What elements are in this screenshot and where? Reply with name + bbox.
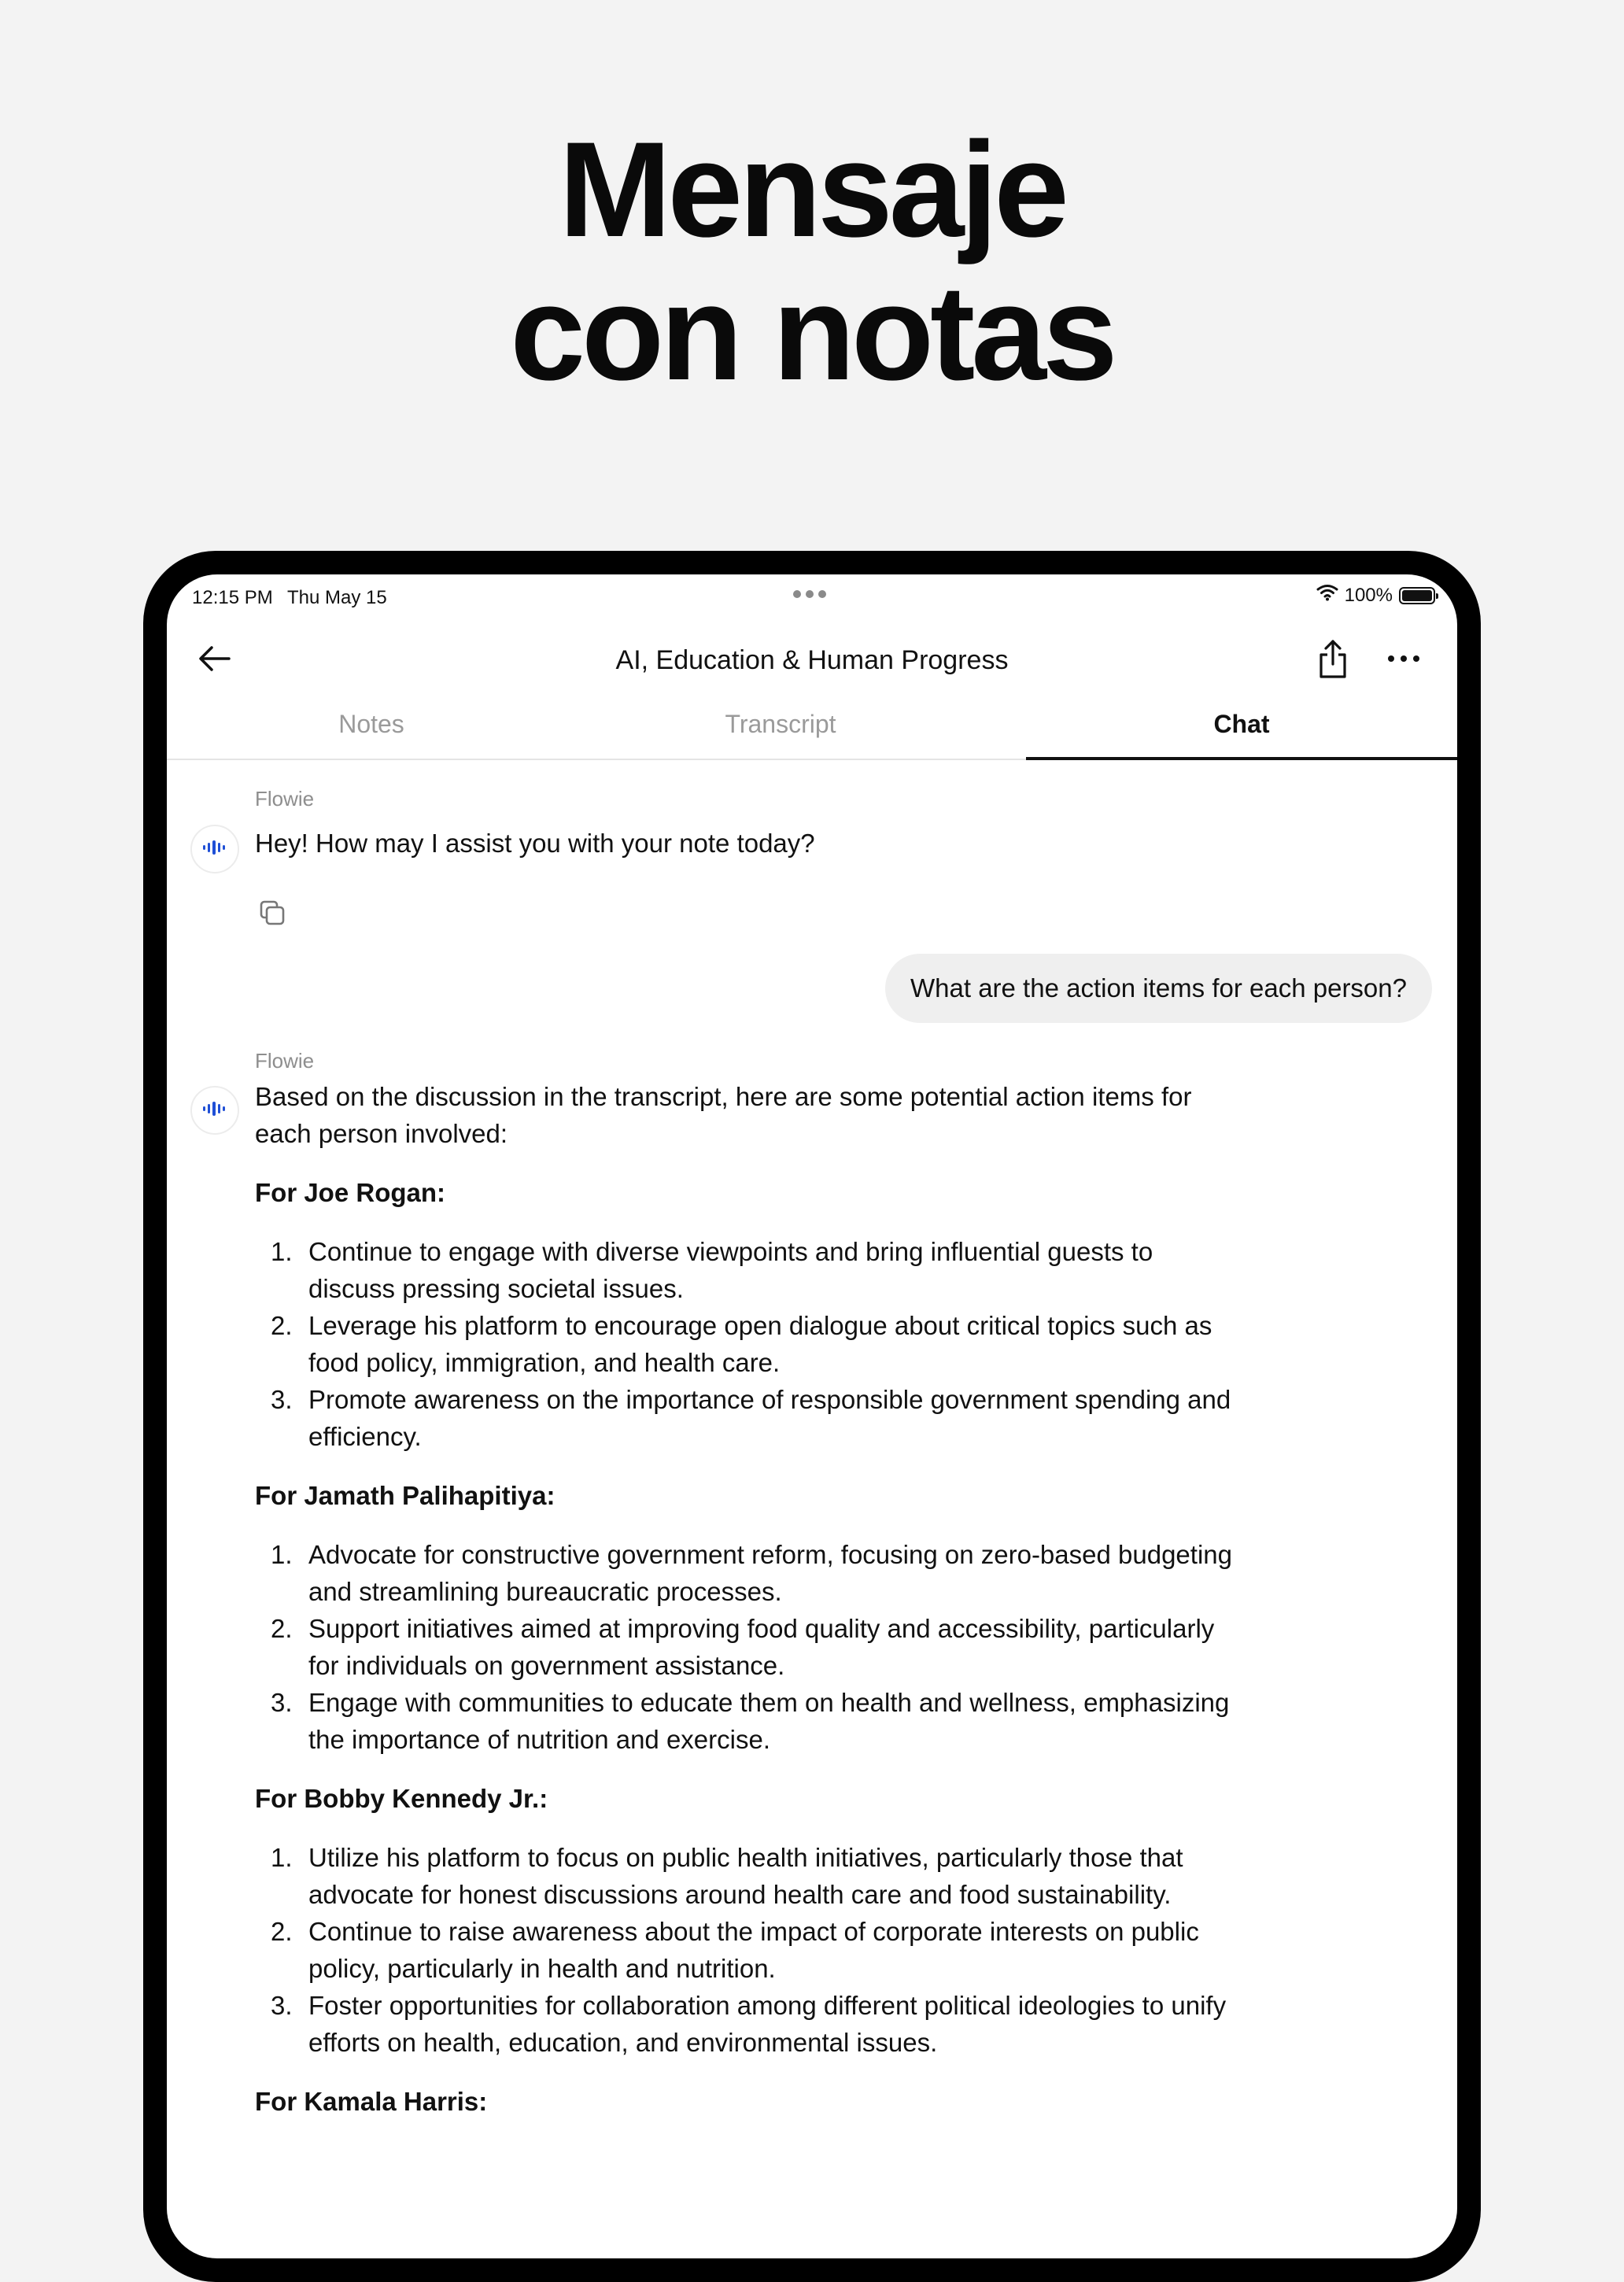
status-indicators [1316,584,1435,607]
item-text: Promote awareness on the importance of responsible government spending and efficiency. [308,1385,1231,1451]
app-screen [167,574,1457,2258]
list-item [255,1684,1238,1758]
share-button[interactable] [1311,637,1355,685]
flowie-waveform-icon [201,840,228,859]
section-heading: For Joe Rogan: [255,1178,446,1207]
response-intro: Based on the discussion in the transcript, here are some potential action items for each person involved: [255,1082,1192,1148]
list-item [255,1839,1238,1913]
status-bar [167,574,1457,622]
list-item [255,1381,1238,1455]
assistant-avatar [190,1086,239,1135]
tab-chat[interactable]: Chat [1213,710,1270,738]
item-text: Foster opportunities for collaboration among different political ideologies to unify efforts on health, education, and environmental issues. [308,1991,1227,2057]
item-number: 2. [271,1311,293,1340]
tab-bar [167,700,1457,760]
sender-label: Flowie [255,1049,315,1073]
item-number: 2. [271,1917,293,1946]
battery-icon [1399,587,1435,604]
flowie-waveform-icon [201,1101,228,1121]
list-item [255,1913,1238,1987]
item-number: 3. [271,1688,293,1717]
copy-icon [258,899,286,931]
item-number: 2. [271,1614,293,1643]
item-number: 3. [271,1991,293,2020]
sender-label: Flowie [255,787,315,811]
list-item [255,1987,1238,2061]
action-list [255,1233,1238,1455]
multitasking-handle[interactable] [793,590,826,598]
item-number: 1. [271,1540,293,1569]
list-item [255,1536,1238,1610]
item-text: Continue to raise awareness about the impact of corporate interests on public policy, particularly in health and nutrition. [308,1917,1199,1983]
ellipsis-icon [1386,653,1421,667]
assistant-greeting-text: Hey! How may I assist you with your note today? [255,829,815,858]
item-text: Engage with communities to educate them on health and wellness, emphasizing the importance of nutrition and exercise. [308,1688,1230,1754]
more-options-button[interactable] [1380,641,1427,680]
headline-line-2: con notas [510,257,1114,408]
wifi-icon [1316,584,1338,607]
share-icon [1316,639,1349,684]
section-heading: For Jamath Palihapitiya: [255,1481,555,1510]
action-list [255,1536,1238,1758]
list-item [255,1307,1238,1381]
active-tab-indicator [1026,757,1457,760]
item-text: Advocate for constructive government reform, focusing on zero-based budgeting and streamlining bureaucratic processes. [308,1540,1232,1606]
list-item [255,1233,1238,1307]
note-title: AI, Education & Human Progress [615,645,1009,675]
section-heading: For Bobby Kennedy Jr.: [255,1784,548,1813]
headline-line-1: Mensaje [559,114,1065,265]
list-item [255,1610,1238,1684]
section-heading: For Kamala Harris: [255,2087,488,2116]
navigation-bar [167,622,1457,700]
tablet-frame [143,551,1481,2282]
item-number: 1. [271,1237,293,1266]
tab-transcript[interactable]: Transcript [725,710,836,738]
status-time: 12:15 PM [192,587,273,608]
user-message-bubble: What are the action items for each person? [885,954,1432,1023]
assistant-response [255,1078,1238,2142]
item-text: Utilize his platform to focus on public health initiatives, particularly those that advocate for honest discussions around health care and food sustainability. [308,1843,1183,1909]
tab-notes[interactable]: Notes [338,710,404,738]
item-text: Continue to engage with diverse viewpoints and bring influential guests to discuss pressing societal issues. [308,1237,1153,1303]
battery-percent: 100% [1344,584,1393,606]
item-number: 3. [271,1385,293,1414]
item-number: 1. [271,1843,293,1872]
status-date: Thu May 15 [287,587,387,608]
assistant-avatar [190,825,239,873]
item-text: Support initiatives aimed at improving food quality and accessibility, particularly for individuals on government assistance. [308,1614,1215,1680]
action-list [255,1839,1238,2061]
promo-headline [0,114,1624,408]
item-text: Leverage his platform to encourage open dialogue about critical topics such as food policy, immigration, and health care. [308,1311,1212,1377]
copy-button[interactable] [255,897,290,932]
